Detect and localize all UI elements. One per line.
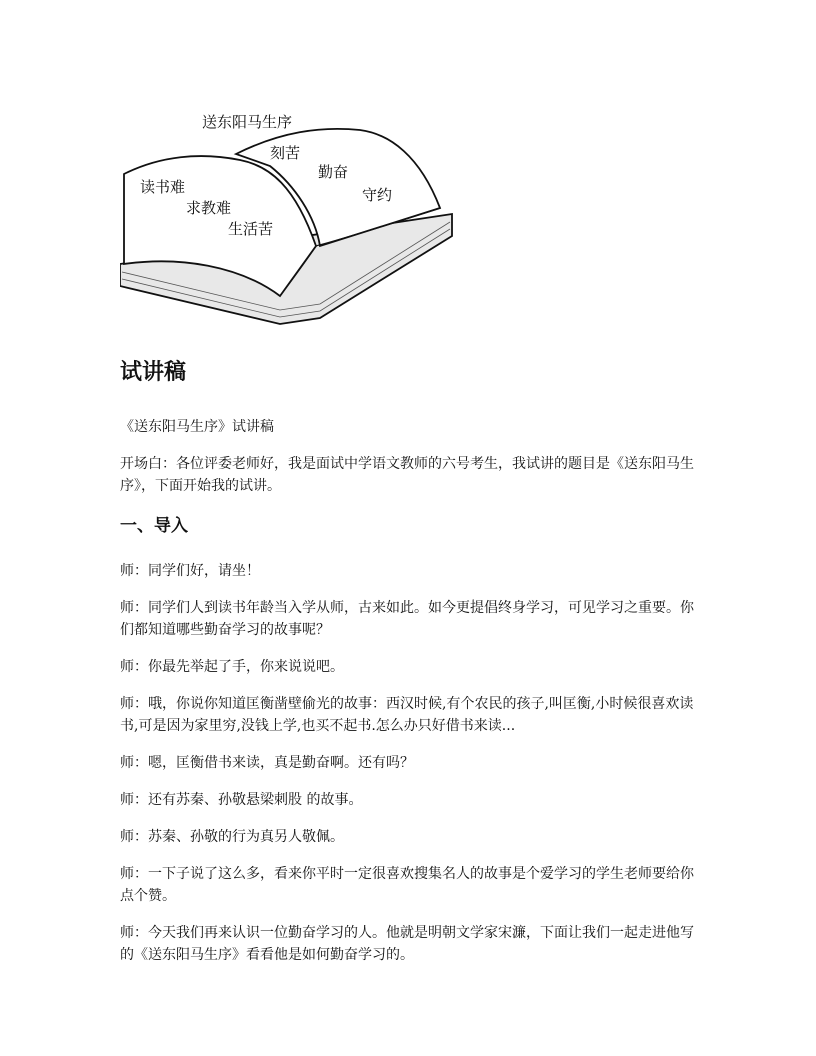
document-content <box>120 356 702 981</box>
opening-paragraph: 开场白：各位评委老师好，我是面试中学语文教师的六号考生，我试讲的题目是《送东阳马生序》，下面开始我的试讲。 <box>120 456 694 494</box>
book-label-kexin: 刻苦 <box>270 144 301 162</box>
dialogue-paragraph: 师：苏秦、孙敬的行为真另人敬佩。 <box>120 829 344 845</box>
open-book-icon <box>120 96 460 330</box>
book-label-dushunan: 读书难 <box>140 178 186 196</box>
page-title: 试讲稿 <box>120 360 187 385</box>
dialogue-paragraph: 师：还有苏秦、孙敬悬梁刺股 的故事。 <box>120 792 363 808</box>
dialogue-paragraph: 师：一下子说了这么多，看来你平时一定很喜欢搜集名人的故事是个爱学习的学生老师要给你点个赞。 <box>120 866 694 904</box>
dialogue-paragraph: 师：同学们好，请坐！ <box>120 563 260 579</box>
dialogue-paragraph: 师：嗯，匡衡借书来读，真是勤奋啊。还有吗？ <box>120 755 414 771</box>
subtitle-paragraph: 《送东阳马生序》试讲稿 <box>120 419 274 435</box>
book-label-qinfen: 勤奋 <box>318 163 349 181</box>
dialogue-paragraph: 师：你最先举起了手，你来说说吧。 <box>120 659 344 675</box>
dialogue-paragraph: 师：同学们人到读书年龄当入学从师，古来如此。如今更提倡终身学习，可见学习之重要。你们都知道哪些勤奋学习的故事呢？ <box>120 600 694 638</box>
section-heading-intro: 一、导入 <box>120 516 188 536</box>
book-label-shouyue: 守约 <box>362 186 393 204</box>
book-label-qiujiaonan: 求教难 <box>186 199 232 217</box>
open-book-illustration <box>120 96 460 330</box>
dialogue-paragraph: 师：哦，你说你知道匡衡凿壁偷光的故事：西汉时候,有个农民的孩子,叫匡衡,小时候很喜欢读书,可是因为家里穷,没钱上学,也买不起书.怎么办只好借书来读... <box>120 696 694 734</box>
dialogue-paragraph: 师：今天我们再来认识一位勤奋学习的人。他就是明朝文学家宋濂，下面让我们一起走进他写的《送东阳马生序》看看他是如何勤奋学习的。 <box>120 925 694 963</box>
book-label-shenghuoku: 生活苦 <box>228 220 274 238</box>
book-title-label: 送东阳马生序 <box>202 113 293 131</box>
